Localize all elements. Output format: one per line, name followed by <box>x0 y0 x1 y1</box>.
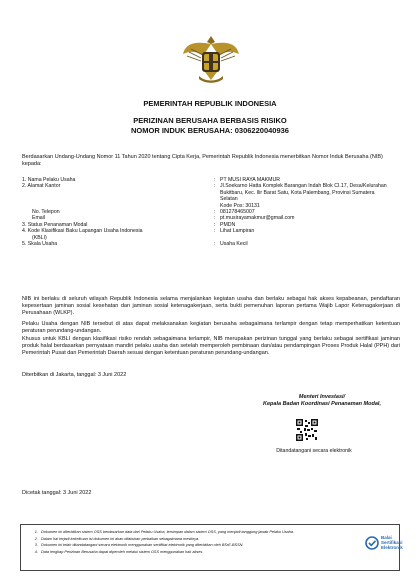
field-business-name: 1. Nama Pelaku Usaha : PT MUSI RAYA MAKMUR <box>22 177 400 183</box>
field-value: Selatan <box>220 196 238 203</box>
field-value: 081278465007 <box>220 209 255 216</box>
footer-note: 4. Data lengkap Perizinan Berusaha dapat diperoleh melalui sistem OSS menggunakan hak akses. <box>39 549 339 556</box>
business-fields <box>22 177 400 247</box>
issued-date: Diterbitkan di Jakarta, tanggal: 3 Juni 2022 <box>22 372 127 378</box>
intro-text: Berdasarkan Undang-Undang Nomor 11 Tahun 2020 tentang Cipta Kerja, Pemerintah Republik Indonesia menerbitkan Nomor Induk Berusaha (NIB) kepada: <box>22 154 383 167</box>
signatory-office: Kepala Badan Koordinasi Penanaman Modal, <box>263 401 381 407</box>
printed-date: Dicetak tanggal: 3 Juni 2022 <box>22 490 92 496</box>
signatory <box>262 394 382 408</box>
field-value: Bukitbaru, Kec. Ilir Barat Satu, Kota Palembang, Provinsi Sumatera <box>220 189 375 196</box>
field-label: 1. Nama Pelaku Usaha <box>22 177 76 183</box>
paragraph-halal: Khusus untuk KBLI dengan klasifikasi risiko rendah sebagaimana terlampir, NIB merupakan perizinan tunggal yang berlaku sebagai sertifikasi jaminan produk halal berdasarkan pernyataan mandiri pelaku usaha dan setelah memperoleh pembinaan dan/atau pendampingan Proses Produk Halal (PPH) dari Pemerintah Pusat dan Pemerintah Daerah sesuai dengan ketentuan peraturan perundang-undangan. <box>22 336 400 356</box>
footer-notes-box <box>20 524 403 571</box>
field-value: PT MUSI RAYA MAKMUR <box>220 177 280 183</box>
field-label: 4. Kode Klasifikasi Baku Lapangan Usaha Indonesia <box>22 228 143 235</box>
footer-note: 1. Dokumen ini diterbitkan sistem OSS berdasarkan data dari Pelaku Usaha, tersimpan dalam sistem OSS, yang menjadi tanggung jawab Pelaku Usaha. <box>39 529 339 536</box>
field-email: Email : pt.musirayamakmur@gmail.com <box>22 215 400 221</box>
field-value: PMDN <box>220 221 236 228</box>
nib-number: NOMOR INDUK BERUSAHA: 0306220040936 <box>131 126 289 135</box>
footer-note: 2. Dalam hal terjadi kekeliruan isi dokumen ini akan dilakukan perbaikan sebagaimana mestinya. <box>39 536 339 543</box>
signatory-title: Menteri Investasi/ <box>298 394 346 400</box>
field-phone: No. Telepon : 081278465007 <box>22 209 400 215</box>
field-office-address: 2. Alamat Kantor : Jl.Soekarno Hatta Komplek Barangan Indah Blok CI.17, Desa/Kelurahan <box>22 183 400 189</box>
field-label: 2. Alamat Kantor <box>22 183 61 190</box>
footer-note: 3. Dokumen ini telah ditandatangani secara elektronik menggunakan sertifikat elektronik yang diterbitkan oleh BSrE-BSSN. <box>39 542 339 549</box>
field-label: 5. Skala Usaha <box>22 241 58 248</box>
document-subtitle: PERIZINAN BERUSAHA BERBASIS RISIKO <box>133 116 287 125</box>
bsre-logo-text: Balai Sertifikasi Elektronik <box>381 535 403 550</box>
field-value: Usaha Kecil <box>220 241 248 248</box>
field-label: No. Telepon <box>32 209 60 216</box>
field-value: Jl.Soekarno Hatta Komplek Barangan Indah Blok CI.17, Desa/Kelurahan <box>220 183 387 190</box>
field-label: (KBLI) <box>32 234 47 241</box>
bsre-logo-icon <box>365 536 379 550</box>
footer-notes <box>27 529 339 555</box>
field-investment-status: 3. Status Penanaman Modal : PMDN <box>22 222 400 228</box>
field-kbli: 4. Kode Klasifikasi Baku Lapangan Usaha Indonesia : Lihat Lampiran <box>22 228 400 234</box>
bsre-logo <box>365 535 403 550</box>
field-value: Lihat Lampiran <box>220 228 255 235</box>
field-label: Email <box>32 215 45 222</box>
qr-code-icon <box>296 419 318 441</box>
government-title: PEMERINTAH REPUBLIK INDONESIA <box>143 99 277 108</box>
field-value: pt.musirayamakmur@gmail.com <box>220 215 295 222</box>
field-business-scale: 5. Skala Usaha : Usaha Kecil <box>22 241 400 247</box>
paragraph-validity: NIB ini berlaku di seluruh wilayah Republik Indonesia selama menjalankan kegiatan usaha dan berlaku sebagai hak akses kepabeanan, pendaftaran kepesertaan jaminan sosial kesehatan dan jaminan sosial ketenagakerjaan, serta bukti pemenuhan laporan pertama Wajib Lapor Ketenagakerjaan di Perusahaan (WLKP). <box>22 296 400 316</box>
electronic-signature-note: Ditandatangani secara elektronik <box>276 448 352 454</box>
garuda-emblem-icon <box>181 32 241 90</box>
field-label: 3. Status Penanaman Modal <box>22 221 88 228</box>
field-value: Kode Pos: 30131 <box>220 202 260 209</box>
paragraph-activities: Pelaku Usaha dengan NIB tersebut di atas dapat melaksanakan kegiatan berusaha sebagaimana terlampir dengan tetap memperhatikan ketentuan peraturan perundang-undangan. <box>22 321 400 334</box>
